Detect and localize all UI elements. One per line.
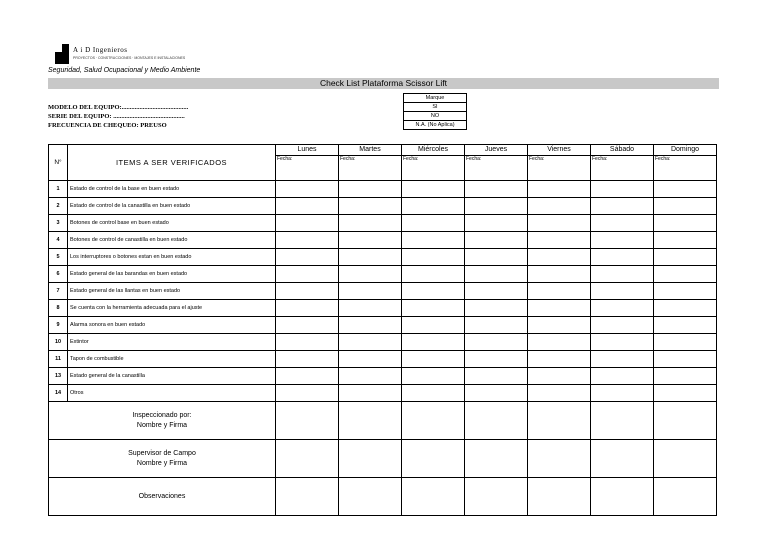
check-cell[interactable] <box>276 334 339 351</box>
signature-cell[interactable] <box>654 402 717 440</box>
check-cell[interactable] <box>402 181 465 198</box>
check-cell[interactable] <box>654 249 717 266</box>
check-cell[interactable] <box>402 232 465 249</box>
table-row <box>49 198 717 215</box>
signature-cell[interactable] <box>276 402 339 440</box>
checklist-items <box>49 181 717 402</box>
check-cell[interactable] <box>528 232 591 249</box>
legend-no: NO <box>404 112 467 121</box>
check-cell[interactable] <box>654 334 717 351</box>
check-cell[interactable] <box>528 249 591 266</box>
signature-cell[interactable] <box>465 402 528 440</box>
check-cell[interactable] <box>276 266 339 283</box>
check-cell[interactable] <box>339 300 402 317</box>
check-cell[interactable] <box>339 249 402 266</box>
table-row <box>49 368 717 385</box>
check-cell[interactable] <box>465 385 528 402</box>
legend-header: Marque <box>404 94 467 103</box>
item-description: Otros <box>68 385 276 402</box>
check-cell[interactable] <box>528 334 591 351</box>
check-cell[interactable] <box>465 266 528 283</box>
table-row <box>49 351 717 368</box>
check-cell[interactable] <box>339 181 402 198</box>
item-number: 3 <box>49 215 68 232</box>
check-cell[interactable] <box>528 317 591 334</box>
check-cell[interactable] <box>528 181 591 198</box>
signature-cell[interactable] <box>528 478 591 516</box>
signature-row <box>49 440 717 478</box>
date-cell[interactable]: Fecha: <box>402 156 465 181</box>
check-cell[interactable] <box>528 198 591 215</box>
check-cell[interactable] <box>465 181 528 198</box>
check-cell[interactable] <box>276 232 339 249</box>
check-cell[interactable] <box>591 385 654 402</box>
item-description: Extintor <box>68 334 276 351</box>
signature-cell[interactable] <box>654 440 717 478</box>
day-header-tuesday: Martes <box>339 145 402 156</box>
checklist-table <box>48 144 717 516</box>
check-cell[interactable] <box>591 334 654 351</box>
check-cell[interactable] <box>402 334 465 351</box>
number-column-header: N° <box>49 145 68 181</box>
check-cell[interactable] <box>591 181 654 198</box>
check-cell[interactable] <box>402 351 465 368</box>
department-label: Seguridad, Salud Ocupacional y Medio Ambiente <box>48 67 201 74</box>
signature-cell[interactable] <box>402 440 465 478</box>
check-cell[interactable] <box>339 215 402 232</box>
check-cell[interactable] <box>528 266 591 283</box>
check-cell[interactable] <box>276 249 339 266</box>
check-cell[interactable] <box>339 334 402 351</box>
check-cell[interactable] <box>528 351 591 368</box>
item-description: Botones de control de canastilla en buen estado <box>68 232 276 249</box>
signature-cell[interactable] <box>339 402 402 440</box>
check-cell[interactable] <box>339 385 402 402</box>
check-cell[interactable] <box>528 385 591 402</box>
logo-mark-icon <box>55 44 69 64</box>
check-cell[interactable] <box>276 300 339 317</box>
signature-label-line2: Nombre y Firma <box>136 459 188 467</box>
day-header-friday: Viernes <box>528 145 591 156</box>
marking-legend <box>403 93 467 130</box>
check-cell[interactable] <box>528 300 591 317</box>
signature-label-line1: Observaciones <box>138 492 186 500</box>
check-cell[interactable] <box>654 385 717 402</box>
signature-cell[interactable] <box>339 440 402 478</box>
equipment-info <box>48 103 188 130</box>
signature-cell[interactable] <box>402 402 465 440</box>
date-cell[interactable]: Fecha: <box>591 156 654 181</box>
item-description: Estado de control de la base en buen estado <box>68 181 276 198</box>
check-cell[interactable] <box>654 300 717 317</box>
signature-cell[interactable] <box>591 440 654 478</box>
legend-yes: SI <box>404 103 467 112</box>
item-number: 11 <box>49 351 68 368</box>
item-description: Se cuenta con la herramienta adecuada para el ajuste <box>68 300 276 317</box>
check-cell[interactable] <box>339 368 402 385</box>
signature-row <box>49 402 717 440</box>
check-cell[interactable] <box>654 283 717 300</box>
check-cell[interactable] <box>402 283 465 300</box>
table-row <box>49 334 717 351</box>
check-cell[interactable] <box>654 368 717 385</box>
check-cell[interactable] <box>591 232 654 249</box>
check-cell[interactable] <box>465 283 528 300</box>
items-column-header: ITEMS A SER VERIFICADOS <box>68 145 276 181</box>
day-header-thursday: Jueves <box>465 145 528 156</box>
document-title: Check List Plataforma Scissor Lift <box>48 78 719 89</box>
item-description: Botones de control base en buen estado <box>68 215 276 232</box>
signature-label <box>49 440 276 478</box>
signature-label <box>49 478 276 516</box>
date-cell[interactable]: Fecha: <box>654 156 717 181</box>
signature-cell[interactable] <box>276 478 339 516</box>
check-cell[interactable] <box>528 283 591 300</box>
check-cell[interactable] <box>654 351 717 368</box>
table-row <box>49 385 717 402</box>
item-number: 6 <box>49 266 68 283</box>
table-row <box>49 232 717 249</box>
check-cell[interactable] <box>591 266 654 283</box>
item-description: Estado general de las barandas en buen estado <box>68 266 276 283</box>
company-logo <box>55 44 186 68</box>
serial-field[interactable]: SERIE DEL EQUIPO: ............................................ <box>48 113 185 120</box>
signature-row <box>49 478 717 516</box>
signature-cell[interactable] <box>465 478 528 516</box>
check-cell[interactable] <box>654 232 717 249</box>
signature-cell[interactable] <box>402 478 465 516</box>
date-cell[interactable]: Fecha: <box>465 156 528 181</box>
check-cell[interactable] <box>654 266 717 283</box>
signature-cell[interactable] <box>654 478 717 516</box>
item-number: 5 <box>49 249 68 266</box>
check-cell[interactable] <box>402 300 465 317</box>
check-cell[interactable] <box>402 266 465 283</box>
item-number: 1 <box>49 181 68 198</box>
frequency-field: FRECUENCIA DE CHEQUEO: PREUSO <box>48 122 167 129</box>
check-cell[interactable] <box>528 215 591 232</box>
check-cell[interactable] <box>465 232 528 249</box>
date-cell[interactable]: Fecha: <box>276 156 339 181</box>
check-cell[interactable] <box>276 283 339 300</box>
day-header-monday: Lunes <box>276 145 339 156</box>
check-cell[interactable] <box>339 317 402 334</box>
check-cell[interactable] <box>654 215 717 232</box>
signature-label <box>49 402 276 440</box>
check-cell[interactable] <box>465 317 528 334</box>
check-cell[interactable] <box>402 215 465 232</box>
check-cell[interactable] <box>465 215 528 232</box>
check-cell[interactable] <box>654 317 717 334</box>
check-cell[interactable] <box>465 334 528 351</box>
check-cell[interactable] <box>591 249 654 266</box>
table-row <box>49 283 717 300</box>
signature-label-line1: Supervisor de Campo <box>128 449 196 457</box>
date-cell[interactable]: Fecha: <box>528 156 591 181</box>
item-number: 13 <box>49 368 68 385</box>
logo-title: A i D Ingenieros <box>73 46 128 54</box>
item-description: Estado general de las llantas en buen estado <box>68 283 276 300</box>
check-cell[interactable] <box>276 198 339 215</box>
item-number: 10 <box>49 334 68 351</box>
table-row <box>49 249 717 266</box>
check-cell[interactable] <box>465 368 528 385</box>
check-cell[interactable] <box>339 198 402 215</box>
check-cell[interactable] <box>591 198 654 215</box>
check-cell[interactable] <box>591 351 654 368</box>
check-cell[interactable] <box>276 317 339 334</box>
signature-section <box>49 402 717 516</box>
signature-cell[interactable] <box>528 440 591 478</box>
signature-label-line2: Nombre y Firma <box>136 421 188 429</box>
signature-cell[interactable] <box>528 402 591 440</box>
check-cell[interactable] <box>591 300 654 317</box>
check-cell[interactable] <box>339 351 402 368</box>
check-cell[interactable] <box>339 283 402 300</box>
check-cell[interactable] <box>276 181 339 198</box>
check-cell[interactable] <box>465 351 528 368</box>
item-description: Los interruptores o botones estan en buen estado <box>68 249 276 266</box>
check-cell[interactable] <box>465 198 528 215</box>
day-header-saturday: Sábado <box>591 145 654 156</box>
check-cell[interactable] <box>591 317 654 334</box>
item-number: 7 <box>49 283 68 300</box>
date-cell[interactable]: Fecha: <box>339 156 402 181</box>
signature-cell[interactable] <box>339 478 402 516</box>
check-cell[interactable] <box>402 198 465 215</box>
check-cell[interactable] <box>402 317 465 334</box>
check-cell[interactable] <box>276 215 339 232</box>
table-row <box>49 300 717 317</box>
check-cell[interactable] <box>654 198 717 215</box>
logo-subtitle: PROYECTOS · CONSTRUCCIONES · MONTAJES E INSTALACIONES <box>73 56 186 60</box>
legend-na: N.A. (No Aplica) <box>404 121 467 130</box>
item-description: Tapon de combustible <box>68 351 276 368</box>
check-cell[interactable] <box>276 351 339 368</box>
day-header-sunday: Domingo <box>654 145 717 156</box>
check-cell[interactable] <box>465 249 528 266</box>
check-cell[interactable] <box>276 368 339 385</box>
signature-cell[interactable] <box>465 440 528 478</box>
check-cell[interactable] <box>402 249 465 266</box>
signature-label-line1: Inspeccionado por: <box>132 411 192 419</box>
check-cell[interactable] <box>591 283 654 300</box>
check-cell[interactable] <box>339 232 402 249</box>
model-field[interactable]: MODELO DEL EQUIPO:......................................... <box>48 104 189 111</box>
table-row <box>49 215 717 232</box>
signature-cell[interactable] <box>591 478 654 516</box>
item-description: Estado general de la canastilla <box>68 368 276 385</box>
check-cell[interactable] <box>276 385 339 402</box>
table-row <box>49 181 717 198</box>
check-cell[interactable] <box>339 266 402 283</box>
check-cell[interactable] <box>402 385 465 402</box>
check-cell[interactable] <box>591 368 654 385</box>
signature-cell[interactable] <box>276 440 339 478</box>
item-number: 2 <box>49 198 68 215</box>
item-description: Estado de control de la canastilla en buen estado <box>68 198 276 215</box>
check-cell[interactable] <box>654 181 717 198</box>
item-number: 8 <box>49 300 68 317</box>
item-number: 14 <box>49 385 68 402</box>
check-cell[interactable] <box>528 368 591 385</box>
item-number: 4 <box>49 232 68 249</box>
table-row <box>49 266 717 283</box>
signature-cell[interactable] <box>591 402 654 440</box>
check-cell[interactable] <box>591 215 654 232</box>
check-cell[interactable] <box>402 368 465 385</box>
day-header-wednesday: Miércoles <box>402 145 465 156</box>
item-number: 9 <box>49 317 68 334</box>
table-row <box>49 317 717 334</box>
check-cell[interactable] <box>465 300 528 317</box>
item-description: Alarma sonora en buen estado <box>68 317 276 334</box>
